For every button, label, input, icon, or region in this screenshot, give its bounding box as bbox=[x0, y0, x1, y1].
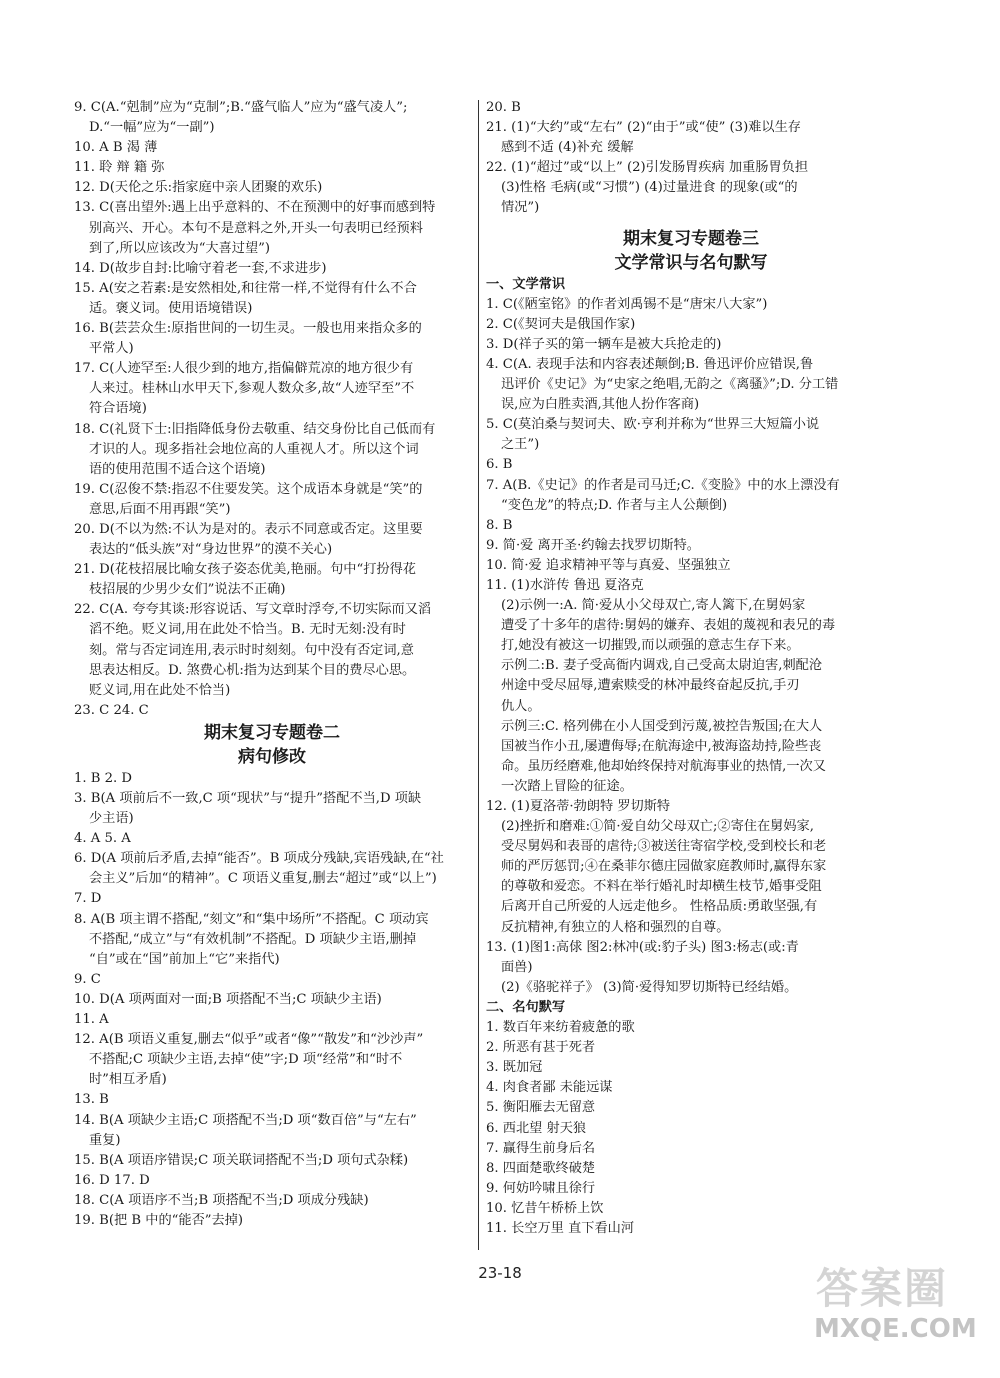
answer-continuation: 不搭配,“成立”与“有效机制”不搭配。D 项缺少主语,删掉 bbox=[89, 931, 417, 947]
answer-continuation: 思表达相反。D. 煞费心机:指为达到某个目的费尽心思。 bbox=[89, 662, 416, 678]
answer-continuation: 反抗精神,有独立的人格和强烈的自尊。 bbox=[501, 919, 730, 935]
answer-continuation: (3)性格 毛病(或“习惯”) (4)过量进食 的现象(或“的 bbox=[501, 180, 798, 196]
answer-line: 6. 西北望 射天狼 bbox=[486, 1120, 587, 1136]
answer-continuation: 面兽) bbox=[501, 959, 533, 975]
answer-continuation: 国被当作小丑,屡遭侮辱;在航海途中,被海盗劫持,险些丧 bbox=[501, 738, 822, 754]
answer-continuation: 重复) bbox=[89, 1132, 121, 1148]
answer-continuation: 州途中受尽屈辱,遭索赎受的林冲最终奋起反抗,手刃 bbox=[501, 678, 800, 694]
left-column bbox=[74, 98, 470, 1231]
answer-continuation: 平常人) bbox=[89, 341, 134, 357]
answer-line: 11. (1)水浒传 鲁迅 夏洛克 bbox=[486, 577, 644, 593]
section-title: 病句修改 bbox=[238, 746, 306, 767]
answer-continuation: 到了,所以应该改为“大喜过望”) bbox=[89, 240, 271, 256]
answer-continuation: 符合语境) bbox=[89, 401, 147, 417]
answer-continuation: 情况”) bbox=[501, 200, 540, 216]
answer-continuation: 语的使用范围不适合这个语境) bbox=[89, 461, 266, 477]
answer-line: 1. B 2. D bbox=[74, 770, 133, 786]
answer-continuation: 一次踏上冒险的征途。 bbox=[501, 778, 633, 794]
answer-line: 3. D(祥子买的第一辆车是被大兵抢走的) bbox=[486, 336, 722, 352]
answer-line: 15. B(A 项语序错误;C 项关联词搭配不当;D 项句式杂糅) bbox=[74, 1152, 409, 1168]
answer-line: 23. C 24. C bbox=[74, 702, 149, 718]
answer-line: 12. D(天伦之乐:指家庭中亲人团聚的欢乐) bbox=[74, 180, 323, 196]
answer-continuation: 遭受了十多年的虐待:舅妈的嫌弃、表姐的蔑视和表兄的毒 bbox=[501, 618, 836, 634]
answer-continuation: (2)挫折和磨难:①简·爱自幼父母双亡;②寄住在舅妈家, bbox=[501, 819, 814, 835]
answer-continuation: 枝招展的少男少女们”说法不正确) bbox=[89, 582, 286, 598]
answer-continuation: 意思,后面不用再跟“笑”) bbox=[89, 501, 231, 517]
answer-continuation: 示例二:B. 妻子受高衙内调戏,自己受高太尉迫害,刺配沧 bbox=[501, 658, 823, 674]
answer-continuation: 仇人。 bbox=[501, 698, 541, 714]
answer-line: 20. B bbox=[486, 100, 521, 115]
answer-continuation: (2)《骆驼祥子》 (3)简·爱得知罗切斯特已经结婚。 bbox=[501, 979, 798, 995]
answer-continuation: 别高兴、开心。本句不是意料之外,开头一句表明已经预料 bbox=[89, 220, 423, 236]
answer-continuation: 命。虽历经磨难,他却始终保持对航海事业的热情,一次又 bbox=[501, 758, 826, 774]
answer-line: 12. (1)夏洛蒂·勃朗特 罗切斯特 bbox=[486, 799, 671, 814]
answer-line: 2. C(《契诃夫是俄国作家) bbox=[486, 316, 636, 332]
answer-line: 22. (1)“超过”或“以上” (2)引发肠胃疾病 加重肠胃负担 bbox=[486, 160, 809, 176]
answer-line: 6. B bbox=[486, 457, 513, 473]
answer-line: 1. 数百年来纺着疲惫的歌 bbox=[486, 1020, 635, 1036]
answer-continuation: 的尊敬和爱恋。不料在举行婚礼时却横生枝节,婚事受阻 bbox=[501, 879, 822, 895]
answer-continuation: 感到不适 (4)补充 缓解 bbox=[501, 140, 634, 156]
answer-line: 13. B bbox=[74, 1092, 109, 1108]
answer-line: 14. B(A 项缺少主语;C 项搭配不当;D 项“数百倍”与“左右” bbox=[74, 1112, 417, 1128]
answer-line: 5. C(莫泊桑与契诃夫、欧·亨利并称为“世界三大短篇小说 bbox=[486, 417, 820, 433]
section-heading: 二、名句默写 bbox=[486, 999, 566, 1015]
answer-line: 2. 所恶有甚于死者 bbox=[486, 1040, 596, 1056]
answer-line: 10. D(A 项两面对一面;B 项搭配不当;C 项缺少主语) bbox=[74, 991, 382, 1007]
answer-line: 10. 忆昔午桥桥上饮 bbox=[486, 1200, 604, 1216]
answer-line: 3. 既加冠 bbox=[486, 1060, 543, 1076]
answer-continuation: 后离开自己所爱的人远走他乡。 性格品质:勇敢坚强,有 bbox=[501, 899, 818, 915]
answer-line: 18. C(A 项语序不当;B 项搭配不当;D 项成分残缺) bbox=[74, 1192, 369, 1208]
section-heading: 一、文学常识 bbox=[486, 276, 566, 292]
answer-line: 6. D(A 项前后矛盾,去掉“能否”。B 项成分残缺,宾语残缺,在“社 bbox=[74, 851, 444, 867]
answer-continuation: 示例三:C. 格列佛在小人国受到污蔑,被控告叛国;在大人 bbox=[501, 718, 823, 734]
page-number: 23-18 bbox=[478, 1264, 522, 1282]
answer-line: 21. (1)“大约”或“左右” (2)“由于”或“使” (3)难以生存 bbox=[486, 120, 801, 136]
answer-line: 9. C(A.“剋制”应为“克制”;B.“盛气临人”应为“盛气凌人”; bbox=[74, 100, 408, 115]
section-title: 期末复习专题卷二 bbox=[204, 722, 340, 743]
answer-continuation: 才识的人。现多指社会地位高的人重视人才。所以这个词 bbox=[89, 441, 419, 457]
answer-line: 17. C(人迹罕至:人很少到的地方,指偏僻荒凉的地方很少有 bbox=[74, 361, 414, 377]
answer-continuation: 之王”) bbox=[501, 437, 540, 453]
answer-line: 15. A(安之若素:是安然相处,和往常一样,不觉得有什么不合 bbox=[74, 280, 417, 296]
answer-continuation: 刻。常与否定词连用,表示时时刻刻。句中没有否定词,意 bbox=[89, 642, 414, 658]
answer-continuation: 适。褒义词。使用语境错误) bbox=[89, 300, 253, 316]
answer-line: 14. D(故步自封:比喻守着老一套,不求进步) bbox=[74, 260, 327, 276]
answer-continuation: 时”相互矛盾) bbox=[89, 1072, 167, 1088]
answer-line: 5. 衡阳雁去无留意 bbox=[486, 1100, 596, 1116]
answer-continuation: 表达的“低头族”对“身边世界”的漠不关心) bbox=[89, 542, 333, 558]
answer-line: 20. D(不以为然:不认为是对的。表示不同意或否定。这里要 bbox=[74, 521, 423, 537]
answer-continuation: 滔不绝。贬义词,用在此处不恰当。B. 无时无刻:没有时 bbox=[89, 622, 406, 638]
answer-line: 8. B bbox=[486, 517, 513, 533]
answer-line: 10. 简·爱 追求精神平等与真爱、坚强独立 bbox=[486, 557, 731, 573]
answer-line: 22. C(A. 夸夸其谈:形容说话、写文章时浮夸,不切实际而又滔 bbox=[74, 602, 432, 618]
watermark-text: 答案圈 bbox=[816, 1264, 949, 1313]
answer-line: 13. (1)图1:高俅 图2:林冲(或:豹子头) 图3:杨志(或:青 bbox=[486, 939, 799, 955]
answer-line: 12. A(B 项语义重复,删去“似乎”或者“像”“散发”和“沙沙声” bbox=[74, 1032, 424, 1048]
answer-line: 9. C bbox=[74, 971, 101, 987]
answer-line: 3. B(A 项前后不一致,C 项“现状”与“提升”搭配不当,D 项缺 bbox=[74, 791, 422, 806]
answer-line: 11. 聆 辩 籍 弥 bbox=[74, 160, 165, 176]
answer-line: 10. A B 渴 薄 bbox=[74, 140, 158, 156]
answer-continuation: D.“一幅”应为“一副”) bbox=[89, 120, 215, 136]
answer-line: 7. 赢得生前身后名 bbox=[486, 1140, 596, 1156]
answer-line: 4. A 5. A bbox=[74, 831, 131, 847]
answer-continuation: “变色龙”的特点;D. 作者与主人公颠倒) bbox=[501, 497, 728, 513]
answer-continuation: 误,应为白胜卖酒,其他人扮作客商) bbox=[501, 397, 700, 413]
answer-continuation: 不搭配;C 项缺少主语,去掉“使”字;D 项“经常”和“时不 bbox=[89, 1052, 403, 1068]
answer-line: 19. C(忍俊不禁:指忍不住要发笑。这个成语本身就是“笑”的 bbox=[74, 481, 423, 497]
column-divider bbox=[478, 100, 479, 1250]
answer-line: 21. D(花枝招展比喻女孩子姿态优美,艳丽。句中“打扮得花 bbox=[74, 562, 416, 578]
answer-line: 4. 肉食者鄙 未能远谋 bbox=[486, 1080, 613, 1096]
answer-line: 8. 四面楚歌终破楚 bbox=[486, 1160, 596, 1176]
watermark-logo bbox=[806, 1248, 986, 1368]
section-title: 文学常识与名句默写 bbox=[614, 252, 768, 273]
answer-line: 7. D bbox=[74, 891, 102, 907]
answer-line: 19. B(把 B 中的“能否”去掉) bbox=[74, 1212, 244, 1228]
answer-line: 16. D 17. D bbox=[74, 1172, 150, 1188]
answer-continuation: 打,她没有被这一切摧毁,而以顽强的意志生存下来。 bbox=[501, 638, 800, 654]
answer-continuation: 师的严厉惩罚;④在桑菲尔德庄园做家庭教师时,赢得东家 bbox=[501, 859, 827, 875]
answer-continuation: (2)示例一:A. 简·爱从小父母双亡,寄人篱下,在舅妈家 bbox=[501, 598, 806, 614]
spacer bbox=[486, 219, 896, 227]
answer-continuation: “自”或在“国”前加上“它”来指代) bbox=[89, 951, 280, 967]
answer-line: 9. 简·爱 离开圣·约翰去找罗切斯特。 bbox=[486, 537, 700, 553]
answer-continuation: 受尽舅妈和表哥的虐待;③被送往寄宿学校,受到校长和老 bbox=[501, 839, 827, 855]
answer-continuation: 贬义词,用在此处不恰当) bbox=[89, 682, 231, 698]
right-column bbox=[486, 98, 896, 1239]
answer-continuation: 少主语) bbox=[89, 811, 134, 827]
answer-line: 4. C(A. 表现手法和内容表述颠倒;B. 鲁迅评价应错误,鲁 bbox=[486, 356, 814, 372]
answer-continuation: 人来过。桂林山水甲天下,参观人数众多,故“人迹罕至”不 bbox=[89, 381, 415, 397]
answer-line: 13. C(喜出望外:遇上出乎意料的、不在预测中的好事而感到特 bbox=[74, 200, 436, 216]
answer-continuation: 会主义”后加“的精神”。C 项语义重复,删去“超过”或“以上”) bbox=[89, 871, 437, 887]
section-title: 期末复习专题卷三 bbox=[623, 228, 759, 249]
answer-line: 18. C(礼贤下士:旧指降低身份去敬重、结交身份比自己低而有 bbox=[74, 421, 436, 437]
answer-line: 11. 长空万里 直下看山河 bbox=[486, 1220, 635, 1236]
answer-line: 1. C(《陋室铭》的作者刘禹锡不是“唐宋八大家”) bbox=[486, 296, 768, 312]
answer-line: 7. A(B.《史记》的作者是司马迁;C.《变脸》中的水上漂没有 bbox=[486, 477, 840, 493]
watermark-url: MXQE.COM bbox=[814, 1314, 977, 1344]
answer-line: 8. A(B 项主谓不搭配,“刻文”和“集中场所”不搭配。C 项动宾 bbox=[74, 911, 429, 927]
answer-line: 9. 何妨吟啸且徐行 bbox=[486, 1180, 596, 1196]
answer-line: 16. B(芸芸众生:原指世间的一切生灵。一般也用来指众多的 bbox=[74, 321, 422, 337]
answer-continuation: 迅评价《史记》为“史家之绝唱,无韵之《离骚》”;D. 分工错 bbox=[501, 377, 839, 393]
answer-line: 11. A bbox=[74, 1012, 109, 1028]
